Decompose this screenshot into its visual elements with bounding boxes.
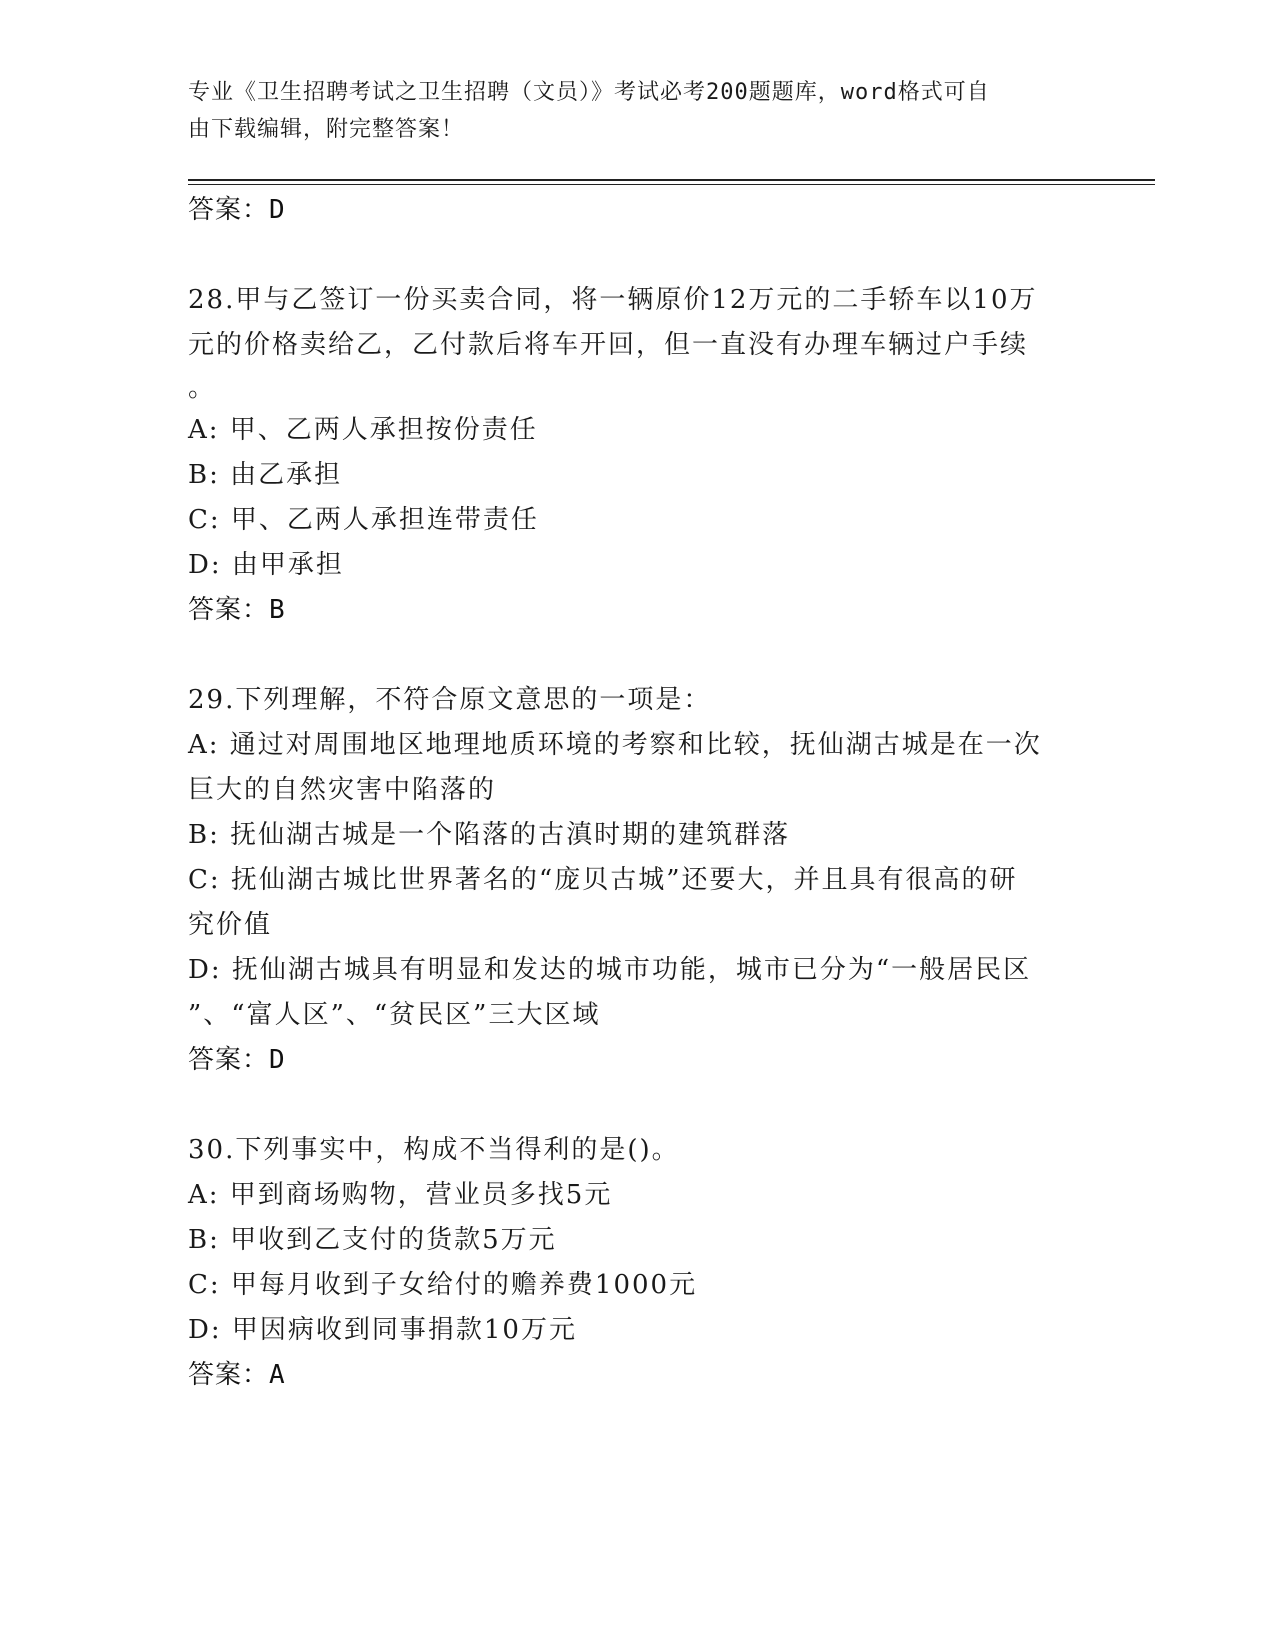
option-c: C: 甲每月收到子女给付的赡养费1000元	[188, 1270, 698, 1300]
document-body	[188, 188, 1088, 1398]
option-c-continued: 究价值	[188, 910, 273, 940]
question-stem-line: 29.下列理解，不符合原文意思的一项是：	[188, 685, 712, 715]
option-d: D: 由甲承担	[188, 550, 344, 580]
document-header	[188, 74, 1068, 148]
option-c: C: 抚仙湖古城比世界著名的“庞贝古城”还要大，并且具有很高的研	[188, 865, 1018, 895]
option-d: D: 甲因病收到同事捐款10万元	[188, 1315, 577, 1345]
question-block	[188, 678, 1088, 1083]
header-line: 由下载编辑，附完整答案！	[188, 117, 465, 142]
spacer	[188, 1083, 1088, 1128]
question-stem-line: 元的价格卖给乙，乙付款后将车开回，但一直没有办理车辆过户手续	[188, 330, 1029, 360]
question-stem-line: 28.甲与乙签订一份买卖合同，将一辆原价12万元的二手轿车以10万	[188, 285, 1038, 315]
option-b: B: 甲收到乙支付的货款5万元	[188, 1225, 557, 1255]
option-c: C: 甲、乙两人承担连带责任	[188, 505, 539, 535]
answer-line: 答案：D	[188, 195, 286, 225]
option-b: B: 由乙承担	[188, 460, 343, 490]
header-line: 专业《卫生招聘考试之卫生招聘（文员）》考试必考200题题库，word格式可自	[188, 80, 990, 105]
question-stem-line: 30.下列事实中，构成不当得利的是()。	[188, 1135, 680, 1165]
option-d-continued: ”、“富人区”、“贫民区”三大区域	[188, 1000, 601, 1030]
option-a-continued: 巨大的自然灾害中陷落的	[188, 775, 497, 805]
answer-line: 答案：A	[188, 1360, 286, 1390]
header-divider	[188, 179, 1155, 181]
option-d: D: 抚仙湖古城具有明显和发达的城市功能，城市已分为“一般居民区	[188, 955, 1032, 985]
header-divider	[188, 184, 1155, 185]
option-b: B: 抚仙湖古城是一个陷落的古滇时期的建筑群落	[188, 820, 791, 850]
question-block	[188, 278, 1088, 633]
answer-line: 答案：B	[188, 595, 286, 625]
answer-line: 答案：D	[188, 1045, 286, 1075]
option-a: A: 甲、乙两人承担按份责任	[188, 415, 538, 445]
question-stem-line: 。	[188, 373, 217, 403]
option-a: A: 通过对周围地区地理地质环境的考察和比较，抚仙湖古城是在一次	[188, 730, 1042, 760]
question-block	[188, 1128, 1088, 1398]
option-a: A: 甲到商场购物，营业员多找5元	[188, 1180, 613, 1210]
spacer	[188, 633, 1088, 678]
spacer	[188, 233, 1088, 278]
